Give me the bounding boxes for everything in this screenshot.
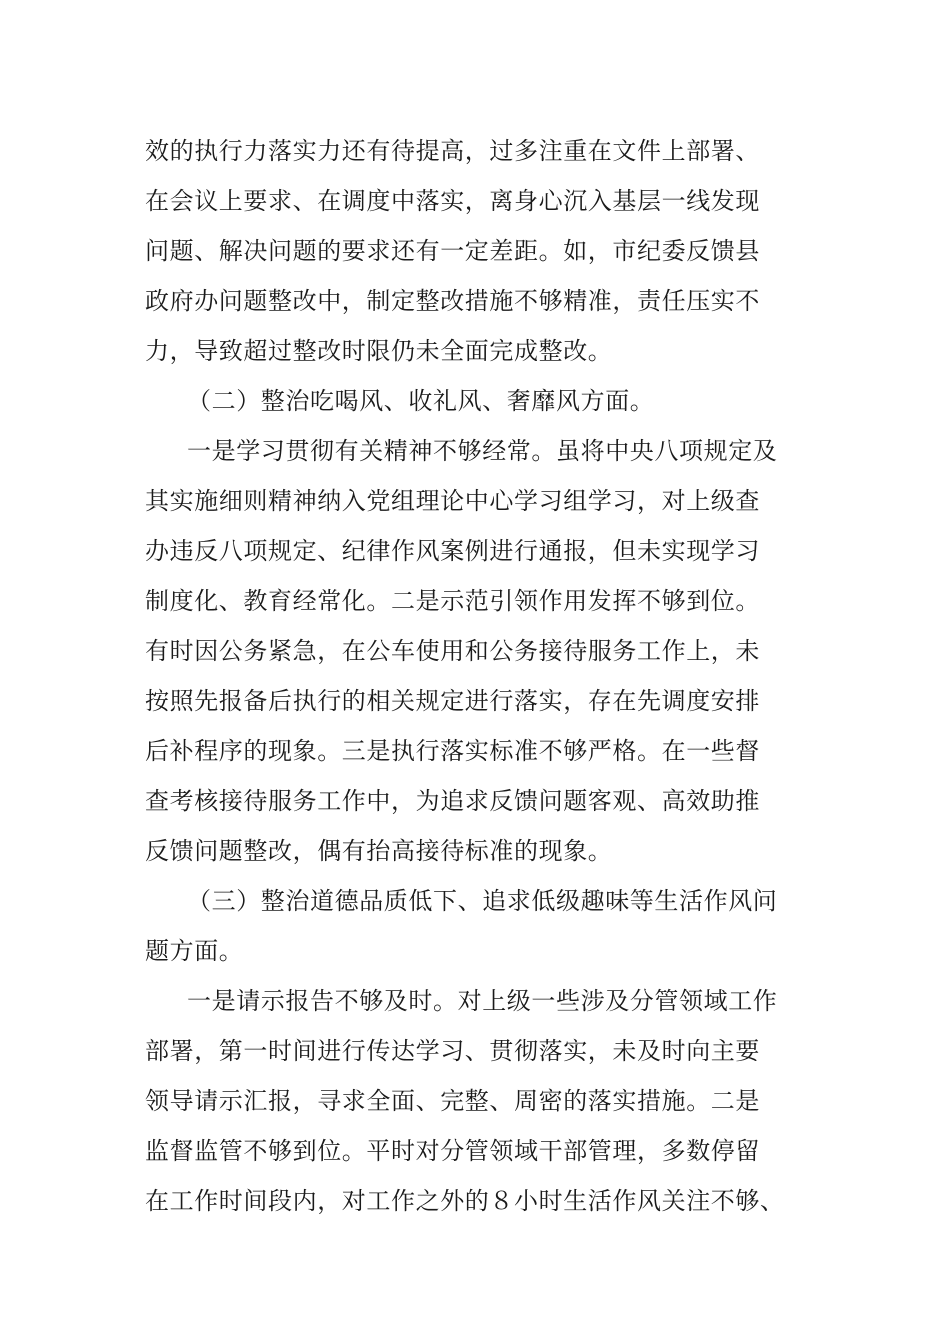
text-line: 反馈问题整改，偶有抬高接待标准的现象。 [145, 837, 613, 865]
text-line: 按照先报备后执行的相关规定进行落实，存在先调度安排 [145, 687, 760, 715]
text-line: 在会议上要求、在调度中落实，离身心沉入基层一线发现 [145, 187, 760, 215]
section-heading-cont: 题方面。 [145, 937, 244, 965]
section-heading: （三）整治道德品质低下、追求低级趣味等生活作风问 [187, 887, 778, 915]
text-line: 办违反八项规定、纪律作风案例进行通报，但未实现学习 [145, 537, 760, 565]
text-line: 后补程序的现象。三是执行落实标准不够严格。在一些督 [145, 737, 760, 765]
section-heading: （二）整治吃喝风、收礼风、奢靡风方面。 [187, 387, 655, 415]
text-line: 查考核接待服务工作中，为追求反馈问题客观、高效助推 [145, 787, 760, 815]
text-line: 政府办问题整改中，制定整改措施不够精准，责任压实不 [145, 287, 760, 315]
text-line: 力，导致超过整改时限仍未全面完成整改。 [145, 337, 613, 365]
text-line: 一是请示报告不够及时。对上级一些涉及分管领域工作 [187, 987, 778, 1015]
text-line: 有时因公务紧急，在公车使用和公务接待服务工作上，未 [145, 637, 760, 665]
text-line: 在工作时间段内，对工作之外的８小时生活作风关注不够、 [145, 1187, 785, 1215]
text-line: 问题、解决问题的要求还有一定差距。如，市纪委反馈县 [145, 237, 760, 265]
text-line: 一是学习贯彻有关精神不够经常。虽将中央八项规定及 [187, 437, 778, 465]
text-line: 制度化、教育经常化。二是示范引领作用发挥不够到位。 [145, 587, 760, 615]
text-line: 领导请示汇报，寻求全面、完整、周密的落实措施。二是 [145, 1087, 760, 1115]
text-line: 监督监管不够到位。平时对分管领域干部管理，多数停留 [145, 1137, 760, 1165]
text-line: 其实施细则精神纳入党组理论中心学习组学习，对上级查 [145, 487, 760, 515]
text-line: 效的执行力落实力还有待提高，过多注重在文件上部署、 [145, 137, 760, 165]
text-line: 部署，第一时间进行传达学习、贯彻落实，未及时向主要 [145, 1037, 760, 1065]
